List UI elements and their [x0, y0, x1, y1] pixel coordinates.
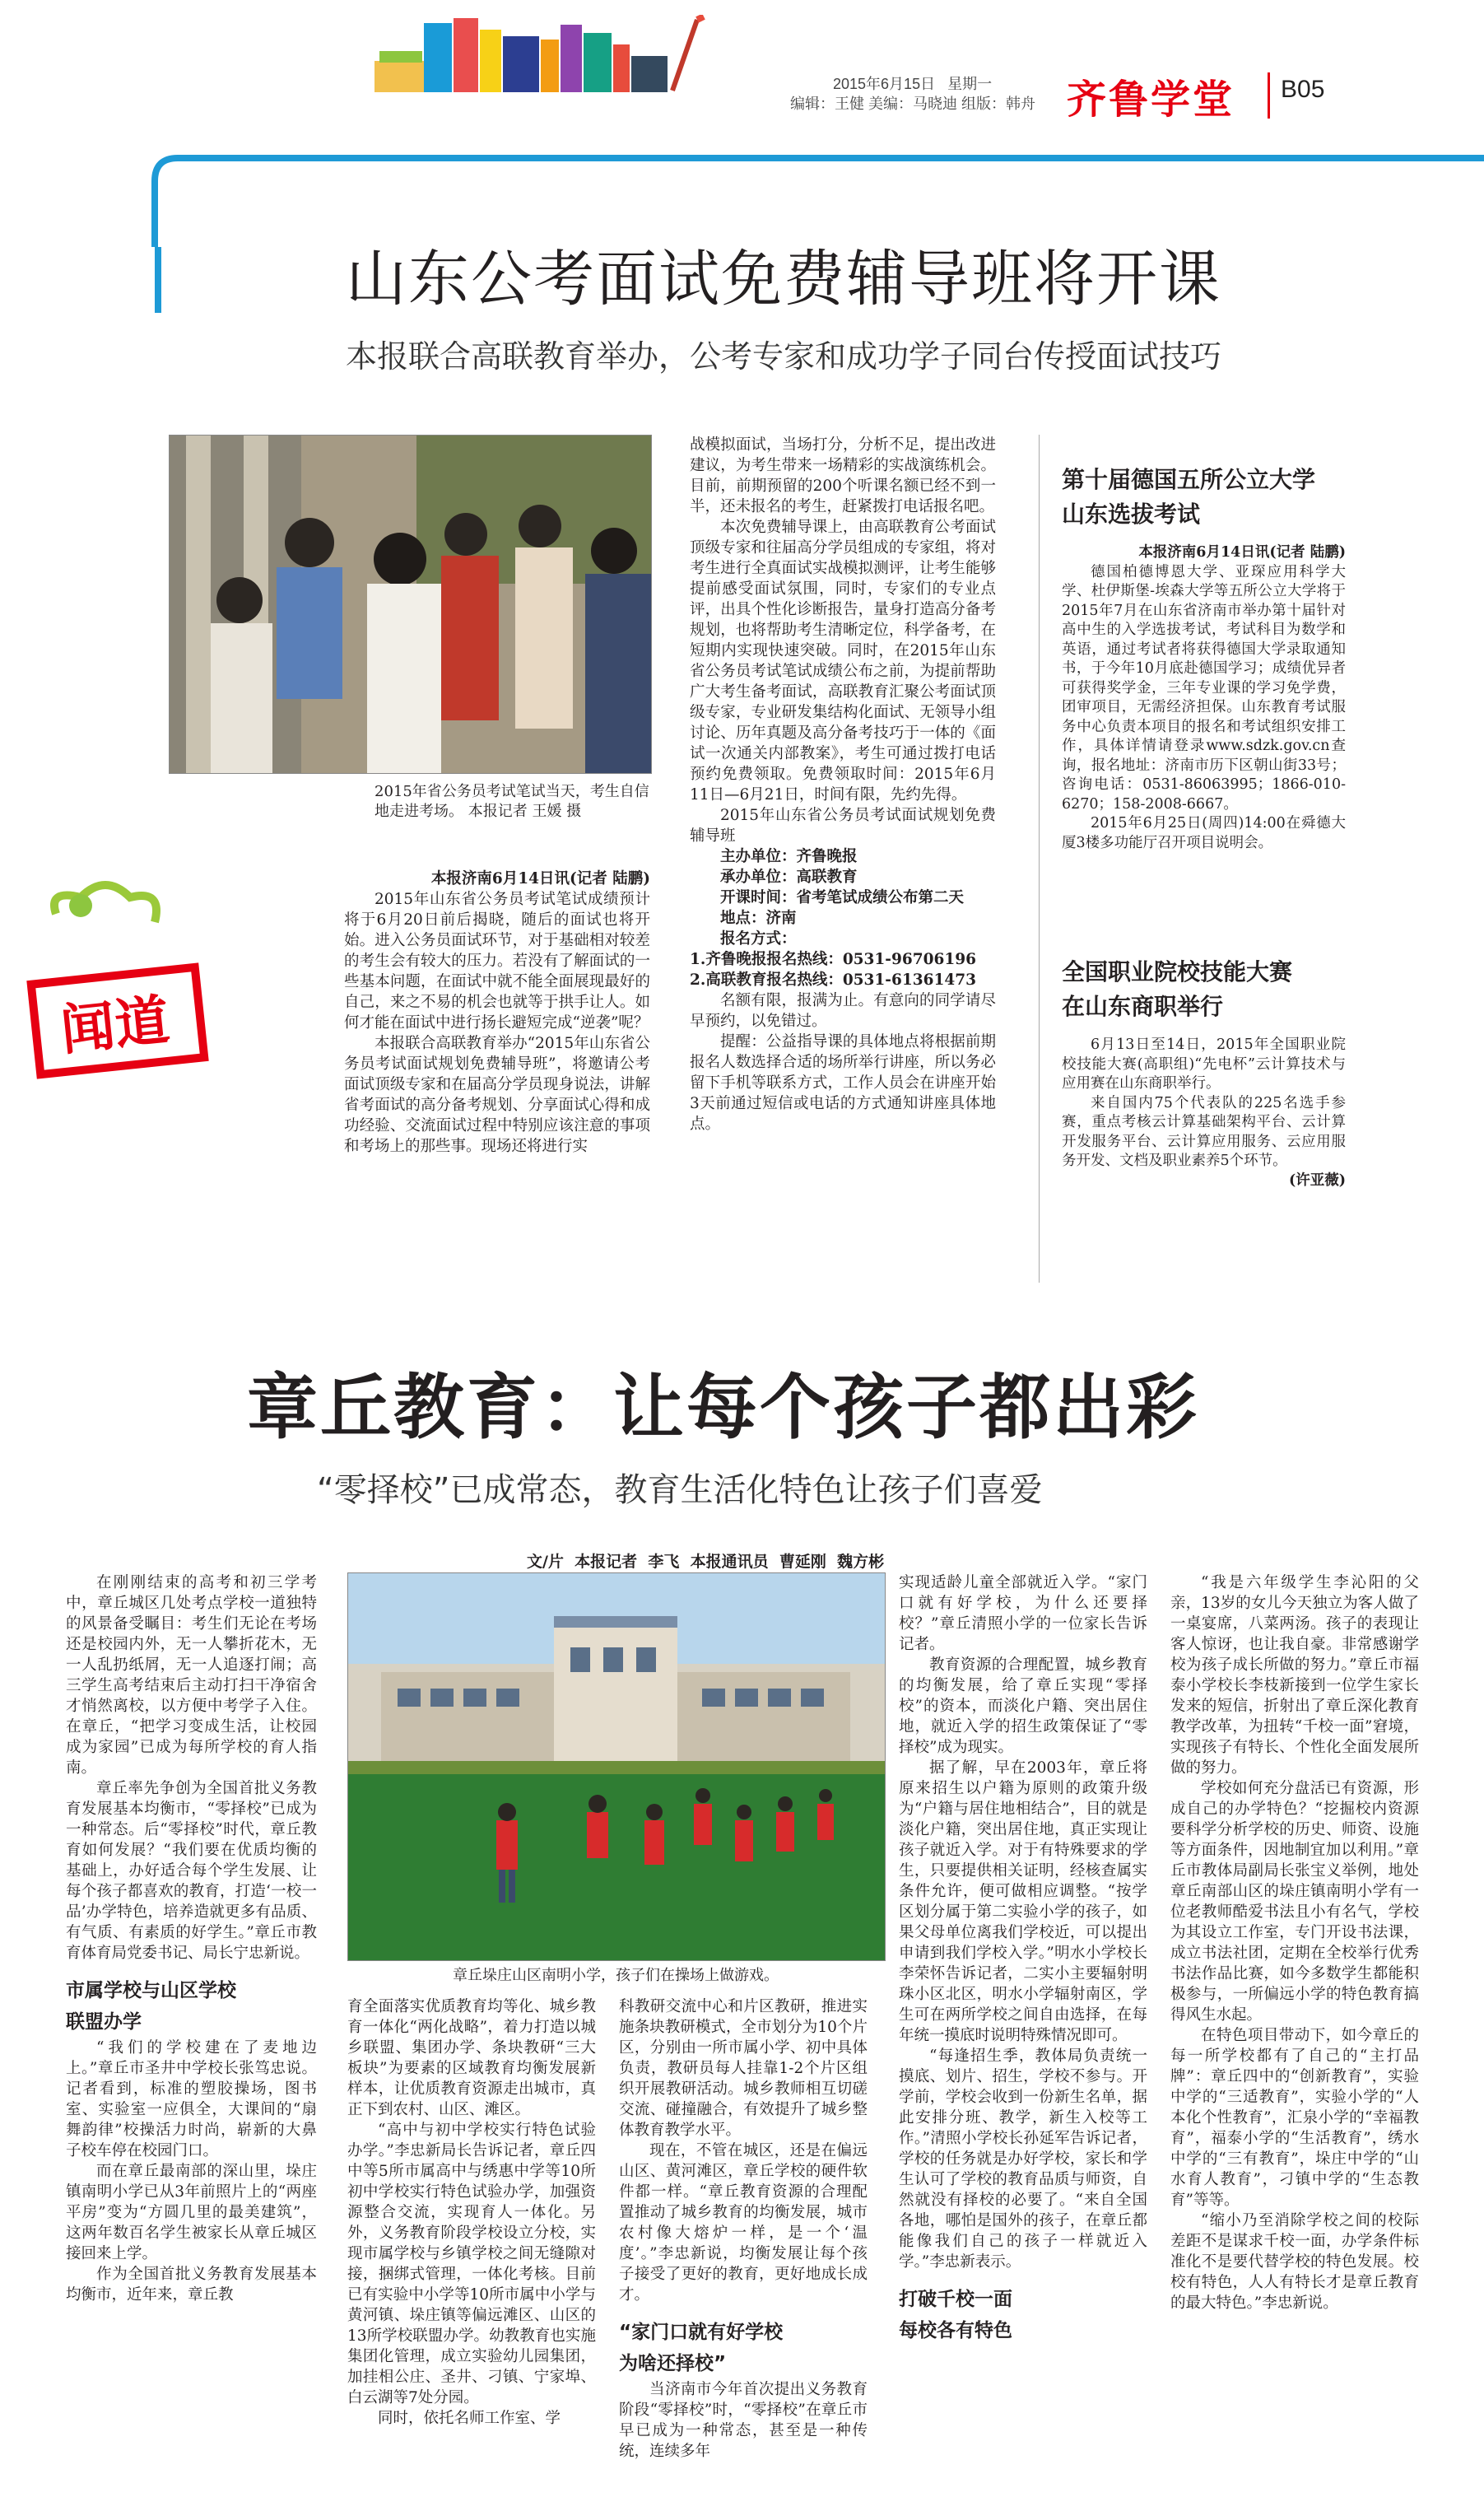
- article1-photo: [169, 435, 652, 774]
- article2-title: 章丘教育：让每个孩子都出彩: [247, 1367, 1199, 1449]
- article2-column-4: [899, 1572, 1147, 2346]
- sidebar1-title-line: 第十届德国五所公立大学: [1062, 466, 1316, 493]
- sidebar2-title-line: 全国职业院校技能大赛: [1062, 958, 1293, 985]
- article1-column-2: [690, 435, 996, 1134]
- side-badge-text: 闻道: [57, 988, 173, 1063]
- article1-col2-para: 2015年山东省公务员考试面试规划免费辅导班: [690, 807, 996, 845]
- subhead-line: 联盟办学: [66, 2011, 142, 2033]
- article2-col3-para: 科教研交流中心和片区教研，推进实施条块教研模式，全市划分为10个片区，分别由一所市属小学、初中具体负责，教研员每人挂靠1-2个片区组织开展教研活动。城乡教师相互切磋交流、碰撞融合，有效提升了城乡整体教育教学水平。: [619, 1998, 868, 2139]
- sidebar2: [1062, 955, 1346, 1190]
- article2-col5-para: “我是六年级学生李沁阳的父亲，13岁的女儿今天独立为客人做了一桌宴席，八菜两汤。孩子的表现让客人惊讶，也让我自豪。非常感谢学校为孩子成长所做的努力。”章丘市福泰小学校长李枝新接到一位学生家长发来的短信，折射出了章丘深化教育教学改革，为扭转“千校一面”窘境，实现孩子有特长、个性化全面发展所做的努力。: [1170, 1574, 1419, 1777]
- article1-column-1: [344, 869, 650, 1157]
- article1-info-line: 地点：济南: [720, 910, 797, 927]
- subhead-line: 市属学校与山区学校: [66, 1980, 236, 2001]
- article2-col4-para: 据了解，早在2003年，章丘将原来招生以户籍为原则的政策升级为“户籍与居住地相结合”，目的就是淡化户籍，突出居住地，真正实现让孩子就近入学。对于有特殊要求的学生，只要提供相关证明，经核查属实条件允许，便可做相应调整。“按学区划分属于第二实验小学的孩子，如果父母单位离我们学校近，可以提出申请到我们学校入学。”明水小学校长李荣怀告诉记者，二实小主要辐射明珠小区北区，明水小学辐射南区，学生可在两所学校之间自由选择，在每年统一摸底时说明特殊情况即可。: [899, 1759, 1147, 2044]
- article2-subhead-1: [66, 1975, 317, 2038]
- article2-photo: [347, 1572, 886, 1961]
- article2-column-5: [1170, 1572, 1419, 2313]
- article1-col1-para: 本报联合高联教育举办“2015年山东省公务员考试面试规划免费辅导班”，将邀请公考面试顶级专家和在届高分学员现身说法，讲解省考面试的高分备考规划、分享面试心得和成功经验、交流面试过程中特别应该注意的事项和考场上的那些事。现场还将进行实: [344, 1035, 650, 1155]
- section-name: 齐鲁学堂: [1067, 77, 1235, 123]
- page-number: B05: [1281, 76, 1325, 103]
- sidebar2-para: 来自国内75个代表队的225名选手参赛，重点考核云计算基础架构平台、云计算开发服务平台、云计算应用服务、云应用服务开发、文档及职业素养5个环节。: [1062, 1094, 1346, 1169]
- article1-info-line: 报名方式：: [720, 930, 797, 948]
- article1-byline: 本报济南6月14日讯(记者 陆鹏): [430, 870, 650, 887]
- article1-col1-para: 2015年山东省公务员考试笔试成绩预计将于6月20日前后揭晓，随后的面试也将开始。进入公务员面试环节，对于基础相对较差的考生会有较大的压力。若没有了解面试的一些基本问题，在面试中就不能全面展现最好的自己，来之不易的机会也就等于拱手让人。如何才能在面试中进行扬长避短完成“逆袭”呢？: [344, 891, 650, 1032]
- article2-col2-para: 同时，依托名师工作室、学: [378, 2410, 561, 2427]
- article1-info-line: 开课时间：省考笔试成绩公布第二天: [720, 889, 965, 906]
- article1-subtitle: 本报联合高联教育举办，公考专家和成功学子同台传授面试技巧: [346, 338, 1222, 375]
- article2-col5-para: 在特色项目带动下，如今章丘的每一所学校都有了自己的“主打品牌”：章丘四中的“创新教育”，实验中学的“三适教育”，实验小学的“人本化个性教育”，汇泉小学的“幸福教育”，福泰小学的“生活教育”，绣水中学的“三有教育”，垛庄中学的“山水育人教育”，刁镇中学的“生态教育”等等。: [1170, 2027, 1419, 2209]
- article2-col4-para: 教育资源的合理配置，城乡教育的均衡发展，给了章丘实现“零择校”的资本，而淡化户籍、突出居住地，就近入学的招生政策保证了“零择校”成为现实。: [899, 1656, 1147, 1756]
- header-staff: 编辑：王健 美编：马晓迪 组版：韩舟: [790, 96, 1036, 112]
- weekday: 星期一: [947, 76, 993, 92]
- sidebar1-para: 2015年6月25日(周四)14:00在舜德大厦3楼多功能厅召开项目说明会。: [1062, 815, 1346, 851]
- section-divider: [1268, 72, 1270, 119]
- article1-info-line: 主办单位：齐鲁晚报: [720, 848, 858, 865]
- article1-info-line: 2.高联教育报名热线：0531-61361473: [690, 971, 976, 989]
- subhead-line: “家门口就有好学校: [619, 2322, 784, 2343]
- subhead-line: 为啥还择校”: [619, 2353, 727, 2374]
- article1-photo-caption: 2015年省公务员考试笔试当天，考生自信地走进考场。 本报记者 王媛 摄: [374, 783, 649, 820]
- article1-col2-para: 名额有限，报满为止。有意向的同学请尽早预约，以免错过。: [690, 992, 996, 1030]
- article1-col2-para: 本次免费辅导课上，由高联教育公考面试顶级专家和往届高分学员组成的专家组，将对考生进行全真面试实战模拟测评，让考生能够提前感受面试氛围，同时，专家们的专业点评，出具个性化诊断报告，量身打造高分备考规划，也将帮助考生清晰定位，科学备考，在短期内实现快速突破。同时，在2015年山东省公务员考试笔试成绩公布之前，为提前帮助广大考生备考面试，高联教育汇聚公考面试顶级专家，专业研发集结构化面试、无领导小组讨论、历年真题及高分备考技巧于一体的《面试一次通关内部教案》，考生可通过拨打电话预约免费领取。免费领取时间：2015年6月11日—6月21日，时间有限，先约先得。: [690, 519, 996, 804]
- header-date: [833, 72, 992, 94]
- article2-col5-para: “缩小乃至消除学校之间的校际差距不是谋求千校一面，办学条件标准化不是要代替学校的特色发展。校校有特色，人人有特长才是章丘教育的最大特色。”李忠新说。: [1170, 2212, 1419, 2312]
- article2-col1-para: 而在章丘最南部的深山里，垛庄镇南明小学已从3年前照片上的“两座平房”变为“方圆几里的最美建筑”，这两年数百名学生被家长从章丘城区接回来上学。: [66, 2163, 317, 2262]
- sidebar1-byline: 本报济南6月14日讯(记者 陆鹏): [1138, 544, 1346, 561]
- article1-title: 山东公考面试免费辅导班将开课: [346, 244, 1221, 314]
- article2-subhead-2: [619, 2317, 868, 2379]
- article1-col2-para: 提醒：公益指导课的具体地点将根据前期报名人数选择合适的场所举行讲座，所以务必留下手机等联系方式，工作人员会在讲座开始3天前通过短信或电话的方式通知讲座具体地点。: [690, 1033, 996, 1133]
- article2-column-2: [347, 1996, 596, 2429]
- article2-col3-para: 现在，不管在城区，还是在偏远山区、黄河滩区，章丘学校的硬件软件都一样。“章丘教育资源的合理配置推动了城乡教育的均衡发展，城市农村像大熔炉一样，是一个‘温度’。”李忠新说，均衡发展让每个孩子接受了更好的教育，更好地成长成才。: [619, 2142, 868, 2304]
- sidebar1-title-line: 山东选拔考试: [1062, 501, 1201, 528]
- article2-subtitle: “零择校”已成常态，教育生活化特色让孩子们喜爱: [317, 1471, 1043, 1509]
- article1-info-line: 承办单位：高联教育: [720, 869, 858, 886]
- article1-info-line: 1.齐鲁晚报报名热线：0531-96706196: [690, 951, 976, 968]
- sidebar-rule: [1039, 435, 1040, 1283]
- article2-subhead-3: [899, 2284, 1147, 2346]
- article2-col3-para: 当济南市今年首次提出义务教育阶段“零择校”时，“零择校”在章丘市早已成为一种常态，甚至是一种传统，连续多年: [619, 2381, 868, 2460]
- article2-col4-para: “每逢招生季，教体局负责统一摸底、划片、招生，学校不参与。开学前，学校会收到一份新生名单，据此安排分班、教学，新生入校等工作。”清照小学校长孙延军告诉记者，学校的任务就是办好学校，家长和学生认可了学校的教育品质与师资，自然就没有择校的必要了。“来自全国各地，哪怕是国外的孩子，在章丘都能像我们自己的孩子一样就近入学。”李忠新表示。: [899, 2047, 1147, 2271]
- subhead-line: 打破千校一面: [899, 2289, 1012, 2310]
- sidebar2-signature: (许亚薇): [1288, 1172, 1346, 1189]
- article2-col1-para: 在刚刚结束的高考和初三学考中，章丘城区几处考点学校一道独特的风景备受瞩目：考生们无论在考场还是校园内外，无一人攀折花木，无一人乱扔纸屑，无一人追逐打闹；高三学生高考结束后主动打扫干净宿舍才悄然离校，以方便中考学子入住。在章丘，“把学习变成生活，让校园成为家园”已成为每所学校的育人指南。: [66, 1574, 317, 1777]
- article2-col2-para: “高中与初中学校实行特色试验办学。”李忠新局长告诉记者，章丘四中等5所市属高中与绣惠中学等10所初中学校实行特色试验办学，加强资源整合交流，实现育人一体化。另外，义务教育阶段学校设立分校，实现市属学校与乡镇学校之间无缝隙对接，捆绑式管理，一体化考核。目前已有实验中小学等10所市属中小学与黄河镇、垛庄镇等偏远滩区、山区的13所学校联盟办学。幼教教育也实施集团化管理，成立实验幼儿园集团，加挂相公庄、圣井、刁镇、宁家埠、白云湖等7处分园。: [347, 2122, 596, 2406]
- date: 2015年6月15日: [833, 76, 936, 92]
- article2-col1-para: “我们的学校建在了麦地边上。”章丘市圣井中学校长张笃忠说。记者看到，标准的塑胶操场，图书室、实验室一应俱全，大课间的“扇舞韵律”校操活力时尚，崭新的大鼻子校车停在校园门口。: [66, 2039, 317, 2159]
- subhead-line: 每校各有特色: [899, 2320, 1012, 2341]
- article2-col2-para: 育全面落实优质教育均等化、城乡教育一体化“两化战略”，着力打造以城乡联盟、集团办学、条块教研“三大板块”为要素的区域教育均衡发展新样本，让优质教育资源走出城市，真正下到农村、山区、滩区。: [347, 1998, 596, 2118]
- sidebar1: [1062, 463, 1346, 853]
- sidebar1-para: 德国柏德博恩大学、亚琛应用科学大学、杜伊斯堡-埃森大学等五所公立大学将于2015年7月在山东省济南市举办第十届针对高中生的入学选拔考试，考试科目为数学和英语，通过考试者将获得德国大学录取通知书，于今年10月底赴德国学习；成绩优异者可获得奖学金，三年专业课的学习免学费，团审项目，无需经济担保。山东教育考试服务中心负责本项目的报名和考试组织安排工作，具体详情请登录www.sdzk.gov.cn查询，报名地址：济南市历下区朝山街33号；咨询电话：0531-86063995；1866-010-6270；158-2008-6667。: [1062, 563, 1346, 813]
- article2-column-3: [619, 1996, 868, 2462]
- header-books-illustration: [374, 15, 708, 92]
- article2-col5-para: 学校如何充分盘活已有资源，形成自己的办学特色？“挖掘校内资源要科学分析学校的历史、师资、设施等方面条件，因地制宜加以利用。”章丘市教体局副局长张宝义举例，地处章丘南部山区的垛庄镇南明小学有一位老教师酷爱书法且小有名气，学校为其设立工作室，专门开设书法课，成立书法社团，定期在全校举行优秀书法作品比赛，如今多数学生都能积极参与，一所偏远小学的特色教育搞得风生水起。: [1170, 1780, 1419, 2024]
- article2-column-1: [66, 1572, 317, 2305]
- side-badge: [23, 881, 212, 1087]
- article2-byline: 文/片 本报记者 李飞 本报通讯员 曹延刚 魏方彬: [527, 1553, 885, 1571]
- article2-col1-para: 章丘率先争创为全国首批义务教育发展基本均衡市，“零择校”已成为一种常态。后“零择校”时代，章丘教育如何发展？“我们要在优质均衡的基础上，办好适合每个学生发展、让每个孩子都喜欢的教育，打造‘一校一品’办学特色，培养造就更多有品质、有气质、有素质的好学生。”章丘市教育体育局党委书记、局长宁忠新说。: [66, 1780, 317, 1962]
- article2-col4-para: 实现适龄儿童全部就近入学。“家门口就有好学校，为什么还要择校？”章丘清照小学的一位家长告诉记者。: [899, 1574, 1147, 1653]
- article1-col2-para: 战模拟面试，当场打分，分析不足，提出改进建议，为考生带来一场精彩的实战演练机会。目前，前期预留的200个听课名额已经不到一半，还未报名的考生，赶紧拨打电话报名吧。: [690, 436, 996, 515]
- article2-photo-caption: 章丘垛庄山区南明小学，孩子们在操场上做游戏。: [453, 1967, 779, 1984]
- sidebar2-title-line: 在山东商职举行: [1062, 993, 1224, 1020]
- article2-col1-para: 作为全国首批义务教育发展基本均衡市，近年来，章丘教: [66, 2266, 317, 2304]
- frame-left-line: [155, 247, 161, 313]
- sidebar2-para: 6月13日至14日，2015年全国职业院校技能大赛(高职组)“先电杯”云计算技术与应用赛在山东商职举行。: [1062, 1037, 1346, 1092]
